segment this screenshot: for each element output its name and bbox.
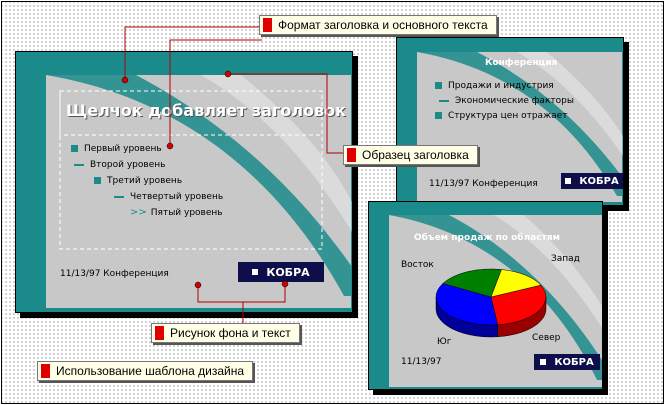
callout-design-template-usage: Использование шаблона дизайна	[37, 361, 253, 381]
pie-label-north: Север	[532, 333, 561, 343]
chart-title: Объем продаж по областям	[414, 233, 560, 243]
main-slide-title[interactable]: Щелчок добавляет заголовок	[66, 101, 347, 120]
callout-background-and-text: Рисунок фона и текст	[151, 323, 300, 343]
main-slide-logo: КОБРА	[238, 262, 324, 282]
conference-slide-title: Конференция	[485, 58, 558, 68]
callout-title-text-format: Формат заголовка и основного текста	[259, 15, 497, 35]
pie-label-east: Восток	[401, 260, 434, 270]
pie-label-south: Юг	[437, 337, 452, 347]
callout-title-master: Образец заголовка	[343, 145, 478, 165]
level-3[interactable]: Третий уровень	[94, 176, 182, 186]
double-chevron-icon: >>	[130, 207, 147, 218]
level-4[interactable]: Четвертый уровень	[114, 192, 223, 202]
chart-slide-logo: КОБРА	[534, 354, 600, 370]
pie-label-west: Запад	[551, 254, 580, 264]
level-5[interactable]: >> Пятый уровень	[130, 207, 223, 218]
conference-slide-logo: КОБРА	[561, 173, 623, 189]
conference-slide-footer: 11/13/97 Конференция	[429, 179, 538, 189]
chart-slide-footer: 11/13/97	[401, 357, 442, 367]
conference-bullet-3: Структура цен отражает	[435, 111, 567, 121]
level-2[interactable]: Второй уровень	[74, 160, 165, 170]
conference-bullet-2: Экономические факторы	[439, 96, 574, 106]
main-slide-footer: 11/13/97 Конференция	[60, 269, 169, 279]
level-1[interactable]: Первый уровень	[71, 144, 162, 154]
conference-bullet-1: Продажи и индустрия	[435, 81, 554, 91]
